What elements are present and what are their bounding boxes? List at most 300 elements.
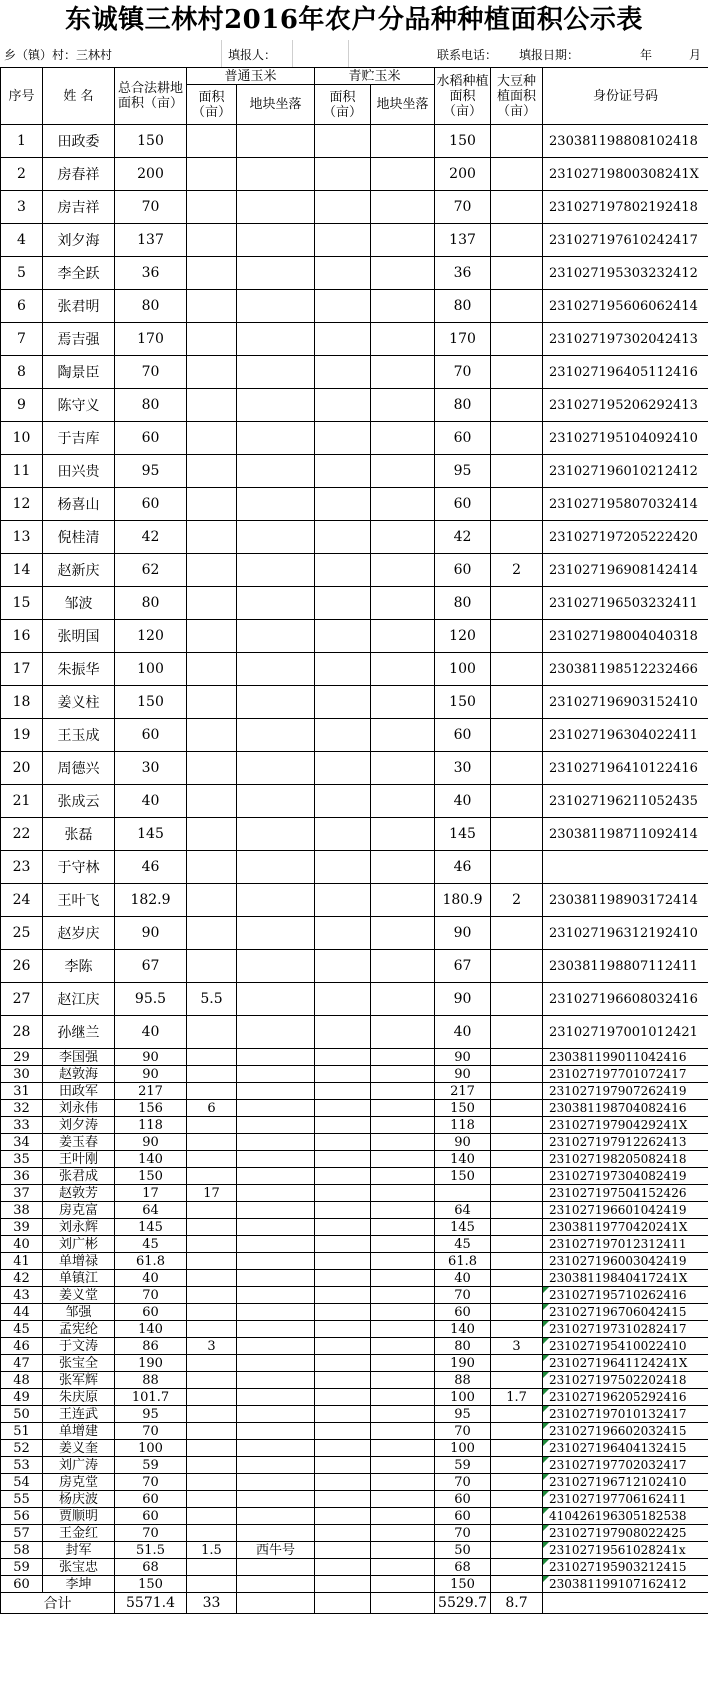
row-id-number: 231027196608032416 xyxy=(543,983,708,1016)
row-soy-area xyxy=(491,752,543,785)
row-soy-area xyxy=(491,1287,543,1304)
row-total-area: 60 xyxy=(115,1508,187,1525)
row-name: 田政委 xyxy=(43,125,115,158)
table-row xyxy=(1,389,708,422)
row-soy-area xyxy=(491,851,543,884)
row-seq: 12 xyxy=(1,488,43,521)
row-soy-area xyxy=(491,521,543,554)
row-corn-plot xyxy=(237,1168,315,1185)
row-soy-area xyxy=(491,1049,543,1066)
row-seq: 51 xyxy=(1,1423,43,1440)
row-silage-plot xyxy=(371,917,435,950)
row-id-number: 231027198004040318 xyxy=(543,620,708,653)
row-total-area: 60 xyxy=(115,1304,187,1321)
row-silage-plot xyxy=(371,1457,435,1474)
row-rice-area: 70 xyxy=(435,1287,491,1304)
table-row xyxy=(1,323,708,356)
row-name: 周德兴 xyxy=(43,752,115,785)
row-corn-plot xyxy=(237,1066,315,1083)
row-corn-plot xyxy=(237,455,315,488)
row-name: 张宝全 xyxy=(43,1355,115,1372)
row-silage-plot xyxy=(371,1338,435,1355)
row-silage-plot xyxy=(371,455,435,488)
row-rice-area: 70 xyxy=(435,191,491,224)
row-soy-area xyxy=(491,1457,543,1474)
row-total-area: 51.5 xyxy=(115,1542,187,1559)
row-silage-area xyxy=(315,488,371,521)
row-silage-area xyxy=(315,620,371,653)
row-total-area: 150 xyxy=(115,125,187,158)
year-label: 年 xyxy=(640,48,653,62)
table-row xyxy=(1,1100,708,1117)
row-total-area: 61.8 xyxy=(115,1253,187,1270)
row-silage-plot xyxy=(371,719,435,752)
row-total-area: 86 xyxy=(115,1338,187,1355)
row-seq: 20 xyxy=(1,752,43,785)
row-silage-plot xyxy=(371,653,435,686)
row-seq: 42 xyxy=(1,1270,43,1287)
row-id-number: 23102719800308241X xyxy=(543,158,708,191)
row-total-area: 145 xyxy=(115,1219,187,1236)
table-row xyxy=(1,422,708,455)
row-total-area: 95.5 xyxy=(115,983,187,1016)
row-id-number: 231027197610242417 xyxy=(543,224,708,257)
row-corn-area xyxy=(187,1270,237,1287)
row-rice-area: 217 xyxy=(435,1083,491,1100)
row-name: 赵敦芳 xyxy=(43,1185,115,1202)
row-id-number: 231027196010212412 xyxy=(543,455,708,488)
row-silage-plot xyxy=(371,1202,435,1219)
row-seq: 21 xyxy=(1,785,43,818)
row-name: 李陈 xyxy=(43,950,115,983)
row-rice-area: 200 xyxy=(435,158,491,191)
row-corn-area xyxy=(187,356,237,389)
row-soy-area xyxy=(491,1440,543,1457)
row-total-area: 70 xyxy=(115,1423,187,1440)
row-id-number: 231027196405112416 xyxy=(543,356,708,389)
row-corn-area xyxy=(187,818,237,851)
row-rice-area: 80 xyxy=(435,587,491,620)
row-id-number: 231027197001012421 xyxy=(543,1016,708,1049)
row-corn-area xyxy=(187,1134,237,1151)
row-total-area: 217 xyxy=(115,1083,187,1100)
row-total-area: 17 xyxy=(115,1185,187,1202)
row-name: 王叶刚 xyxy=(43,1151,115,1168)
row-name: 于守林 xyxy=(43,851,115,884)
row-silage-area xyxy=(315,1321,371,1338)
row-corn-plot xyxy=(237,1559,315,1576)
row-silage-area xyxy=(315,389,371,422)
row-seq: 56 xyxy=(1,1508,43,1525)
row-seq: 43 xyxy=(1,1287,43,1304)
row-total-area: 60 xyxy=(115,1491,187,1508)
row-silage-area xyxy=(315,752,371,785)
row-rice-area: 59 xyxy=(435,1457,491,1474)
row-corn-plot xyxy=(237,1338,315,1355)
row-corn-area xyxy=(187,257,237,290)
row-corn-area xyxy=(187,1491,237,1508)
row-corn-plot xyxy=(237,1491,315,1508)
row-soy-area xyxy=(491,455,543,488)
totals-soy-area: 8.7 xyxy=(491,1593,543,1614)
row-silage-area xyxy=(315,653,371,686)
row-name: 张军辉 xyxy=(43,1372,115,1389)
row-id-number: 231027196601042419 xyxy=(543,1202,708,1219)
row-rice-area: 137 xyxy=(435,224,491,257)
row-id-number: 231027195410022410 xyxy=(543,1338,708,1355)
row-corn-plot xyxy=(237,1389,315,1406)
table-row xyxy=(1,950,708,983)
row-seq: 29 xyxy=(1,1049,43,1066)
row-silage-area xyxy=(315,323,371,356)
row-name: 田政军 xyxy=(43,1083,115,1100)
row-name: 李国强 xyxy=(43,1049,115,1066)
row-silage-plot xyxy=(371,1321,435,1338)
header-total-area: 总合法耕地面积（亩） xyxy=(115,68,187,125)
row-soy-area: 1.7 xyxy=(491,1389,543,1406)
row-corn-plot xyxy=(237,1185,315,1202)
row-name: 姜义奎 xyxy=(43,1440,115,1457)
table-row xyxy=(1,1202,708,1219)
row-silage-area xyxy=(315,1576,371,1593)
row-name: 陈守义 xyxy=(43,389,115,422)
row-corn-area xyxy=(187,1525,237,1542)
row-name: 单镇江 xyxy=(43,1270,115,1287)
row-rice-area: 95 xyxy=(435,1406,491,1423)
row-soy-area xyxy=(491,257,543,290)
row-rice-area: 36 xyxy=(435,257,491,290)
row-soy-area xyxy=(491,389,543,422)
table-row xyxy=(1,521,708,554)
table-row xyxy=(1,1287,708,1304)
row-soy-area xyxy=(491,785,543,818)
row-silage-plot xyxy=(371,1151,435,1168)
row-rice-area: 150 xyxy=(435,1168,491,1185)
row-name: 贾顺明 xyxy=(43,1508,115,1525)
row-name: 张君成 xyxy=(43,1168,115,1185)
row-corn-plot xyxy=(237,224,315,257)
row-corn-area xyxy=(187,1355,237,1372)
row-total-area: 60 xyxy=(115,719,187,752)
row-total-area: 40 xyxy=(115,785,187,818)
row-soy-area xyxy=(491,917,543,950)
planting-area-table xyxy=(0,67,708,1614)
row-id-number: 231027197012312411 xyxy=(543,1236,708,1253)
row-silage-plot xyxy=(371,752,435,785)
row-total-area: 190 xyxy=(115,1355,187,1372)
row-silage-area xyxy=(315,1559,371,1576)
row-name: 单增禄 xyxy=(43,1253,115,1270)
row-rice-area: 40 xyxy=(435,785,491,818)
row-corn-plot xyxy=(237,818,315,851)
row-total-area: 182.9 xyxy=(115,884,187,917)
row-seq: 4 xyxy=(1,224,43,257)
row-seq: 50 xyxy=(1,1406,43,1423)
row-id-number: 231027195807032414 xyxy=(543,488,708,521)
row-silage-area xyxy=(315,125,371,158)
row-soy-area: 3 xyxy=(491,1338,543,1355)
row-name: 张君明 xyxy=(43,290,115,323)
row-corn-plot xyxy=(237,158,315,191)
row-name: 孙继兰 xyxy=(43,1016,115,1049)
row-rice-area xyxy=(435,1185,491,1202)
row-name: 杨庆波 xyxy=(43,1491,115,1508)
row-corn-plot xyxy=(237,851,315,884)
row-corn-area xyxy=(187,1287,237,1304)
row-id-number: 231027197205222420 xyxy=(543,521,708,554)
row-seq: 3 xyxy=(1,191,43,224)
row-seq: 45 xyxy=(1,1321,43,1338)
row-name: 刘广彬 xyxy=(43,1236,115,1253)
row-corn-plot xyxy=(237,257,315,290)
table-row xyxy=(1,1372,708,1389)
row-soy-area xyxy=(491,1304,543,1321)
row-corn-plot xyxy=(237,785,315,818)
totals-total-area: 5571.4 xyxy=(115,1593,187,1614)
row-silage-plot xyxy=(371,521,435,554)
row-silage-area xyxy=(315,1525,371,1542)
row-seq: 35 xyxy=(1,1151,43,1168)
row-silage-area xyxy=(315,686,371,719)
reporter-label: 填报人： xyxy=(228,48,277,62)
table-row xyxy=(1,1304,708,1321)
row-silage-area xyxy=(315,191,371,224)
row-corn-area xyxy=(187,1202,237,1219)
row-silage-area xyxy=(315,818,371,851)
row-id-number: 231027196312192410 xyxy=(543,917,708,950)
row-id-number: 23102719561028241x xyxy=(543,1542,708,1559)
row-corn-plot xyxy=(237,1440,315,1457)
row-corn-plot xyxy=(237,917,315,950)
page-title: 东诚镇三林村2016年农户分品种种植面积公示表 xyxy=(65,5,643,35)
table-row xyxy=(1,455,708,488)
row-name: 王连武 xyxy=(43,1406,115,1423)
row-corn-plot xyxy=(237,1355,315,1372)
row-corn-area xyxy=(187,1253,237,1270)
table-row xyxy=(1,224,708,257)
row-corn-plot xyxy=(237,356,315,389)
row-soy-area xyxy=(491,323,543,356)
row-rice-area: 70 xyxy=(435,356,491,389)
row-corn-area xyxy=(187,884,237,917)
row-silage-area xyxy=(315,1440,371,1457)
row-corn-area xyxy=(187,422,237,455)
row-total-area: 90 xyxy=(115,1134,187,1151)
row-silage-plot xyxy=(371,785,435,818)
row-silage-plot xyxy=(371,1440,435,1457)
row-soy-area xyxy=(491,1117,543,1134)
row-silage-area xyxy=(315,290,371,323)
row-soy-area xyxy=(491,1100,543,1117)
row-rice-area: 40 xyxy=(435,1016,491,1049)
row-silage-area xyxy=(315,1372,371,1389)
table-row xyxy=(1,1219,708,1236)
row-seq: 5 xyxy=(1,257,43,290)
row-rice-area: 145 xyxy=(435,818,491,851)
row-silage-area xyxy=(315,1168,371,1185)
row-rice-area: 80 xyxy=(435,389,491,422)
row-name: 张明国 xyxy=(43,620,115,653)
row-total-area: 100 xyxy=(115,653,187,686)
row-corn-plot xyxy=(237,1151,315,1168)
row-corn-plot xyxy=(237,1287,315,1304)
table-row xyxy=(1,1440,708,1457)
row-soy-area xyxy=(491,158,543,191)
row-silage-area xyxy=(315,1117,371,1134)
row-id-number: 231027196404132415 xyxy=(543,1440,708,1457)
row-id-number: 231027197310282417 xyxy=(543,1321,708,1338)
row-id-number: 230381198808102418 xyxy=(543,125,708,158)
table-row xyxy=(1,1066,708,1083)
row-corn-area xyxy=(187,1321,237,1338)
row-soy-area xyxy=(491,1355,543,1372)
totals-label: 合计 xyxy=(1,1593,115,1614)
row-name: 姜义堂 xyxy=(43,1287,115,1304)
row-total-area: 80 xyxy=(115,389,187,422)
row-soy-area: 2 xyxy=(491,884,543,917)
row-silage-area xyxy=(315,950,371,983)
row-rice-area: 150 xyxy=(435,686,491,719)
row-total-area: 30 xyxy=(115,752,187,785)
row-id-number: 231027196003042419 xyxy=(543,1253,708,1270)
table-row xyxy=(1,1423,708,1440)
row-silage-area xyxy=(315,983,371,1016)
row-silage-area xyxy=(315,1474,371,1491)
row-corn-area xyxy=(187,1016,237,1049)
row-id-number: 231027195710262416 xyxy=(543,1287,708,1304)
row-name: 赵新庆 xyxy=(43,554,115,587)
row-silage-plot xyxy=(371,884,435,917)
row-rice-area: 118 xyxy=(435,1117,491,1134)
table-row xyxy=(1,1321,708,1338)
row-rice-area: 90 xyxy=(435,917,491,950)
row-corn-area xyxy=(187,1083,237,1100)
row-total-area: 70 xyxy=(115,1525,187,1542)
row-id-number: 230381199011042416 xyxy=(543,1049,708,1066)
row-id-number: 231027197504152426 xyxy=(543,1185,708,1202)
row-name: 李全跃 xyxy=(43,257,115,290)
row-rice-area: 150 xyxy=(435,1100,491,1117)
table-row xyxy=(1,1525,708,1542)
row-id-number: 231027197702032417 xyxy=(543,1457,708,1474)
row-silage-plot xyxy=(371,422,435,455)
row-silage-area xyxy=(315,1236,371,1253)
table-row xyxy=(1,1338,708,1355)
row-corn-area xyxy=(187,752,237,785)
row-corn-plot xyxy=(237,1016,315,1049)
row-rice-area: 60 xyxy=(435,1491,491,1508)
row-total-area: 150 xyxy=(115,686,187,719)
row-soy-area xyxy=(491,1083,543,1100)
row-silage-area xyxy=(315,422,371,455)
table-row xyxy=(1,1355,708,1372)
row-name: 刘夕涛 xyxy=(43,1117,115,1134)
row-corn-area: 17 xyxy=(187,1185,237,1202)
row-id-number: 231027197010132417 xyxy=(543,1406,708,1423)
row-corn-area xyxy=(187,1406,237,1423)
row-seq: 39 xyxy=(1,1219,43,1236)
row-corn-area xyxy=(187,554,237,587)
row-silage-area xyxy=(315,917,371,950)
row-name: 单增建 xyxy=(43,1423,115,1440)
row-id-number: 231027197912262413 xyxy=(543,1134,708,1151)
row-name: 房克堂 xyxy=(43,1474,115,1491)
row-corn-area xyxy=(187,1049,237,1066)
row-name: 刘永辉 xyxy=(43,1219,115,1236)
row-total-area: 45 xyxy=(115,1236,187,1253)
row-soy-area xyxy=(491,1525,543,1542)
row-name: 王玉成 xyxy=(43,719,115,752)
table-row xyxy=(1,191,708,224)
row-rice-area: 90 xyxy=(435,1049,491,1066)
header-id-number: 身份证号码 xyxy=(543,68,708,125)
row-id-number: 230381198711092414 xyxy=(543,818,708,851)
row-name: 于吉库 xyxy=(43,422,115,455)
row-silage-area xyxy=(315,1083,371,1100)
row-corn-area xyxy=(187,1151,237,1168)
row-soy-area xyxy=(491,620,543,653)
row-silage-plot xyxy=(371,1389,435,1406)
header-corn-area: 面积（亩） xyxy=(187,85,237,125)
row-rice-area: 70 xyxy=(435,1525,491,1542)
row-name: 邹强 xyxy=(43,1304,115,1321)
row-total-area: 88 xyxy=(115,1372,187,1389)
row-silage-area xyxy=(315,884,371,917)
row-corn-plot xyxy=(237,1049,315,1066)
row-silage-area xyxy=(315,1202,371,1219)
row-total-area: 95 xyxy=(115,455,187,488)
row-soy-area xyxy=(491,1406,543,1423)
row-total-area: 70 xyxy=(115,191,187,224)
table-row xyxy=(1,1389,708,1406)
row-silage-area xyxy=(315,1253,371,1270)
totals-corn-area: 33 xyxy=(187,1593,237,1614)
table-row xyxy=(1,1270,708,1287)
row-seq: 49 xyxy=(1,1389,43,1406)
row-total-area: 95 xyxy=(115,1406,187,1423)
row-id-number: 231027197502202418 xyxy=(543,1372,708,1389)
table-row xyxy=(1,1542,708,1559)
row-seq: 27 xyxy=(1,983,43,1016)
row-silage-plot xyxy=(371,1134,435,1151)
header-seq: 序号 xyxy=(1,68,43,125)
row-silage-plot xyxy=(371,1423,435,1440)
row-seq: 17 xyxy=(1,653,43,686)
totals-rice-area: 5529.7 xyxy=(435,1593,491,1614)
row-total-area: 60 xyxy=(115,488,187,521)
row-silage-plot xyxy=(371,290,435,323)
row-soy-area xyxy=(491,686,543,719)
row-seq: 54 xyxy=(1,1474,43,1491)
row-rice-area: 67 xyxy=(435,950,491,983)
row-name: 房吉祥 xyxy=(43,191,115,224)
row-soy-area xyxy=(491,356,543,389)
row-silage-plot xyxy=(371,1304,435,1321)
table-row xyxy=(1,1049,708,1066)
row-silage-plot xyxy=(371,950,435,983)
row-seq: 9 xyxy=(1,389,43,422)
table-row xyxy=(1,587,708,620)
row-rice-area: 70 xyxy=(435,1423,491,1440)
row-corn-area: 6 xyxy=(187,1100,237,1117)
row-rice-area: 30 xyxy=(435,752,491,785)
row-silage-area xyxy=(315,1219,371,1236)
row-silage-plot xyxy=(371,1083,435,1100)
row-silage-area xyxy=(315,785,371,818)
row-corn-area xyxy=(187,1219,237,1236)
row-corn-plot: 西牛号 xyxy=(237,1542,315,1559)
totals-id-number xyxy=(543,1593,708,1614)
